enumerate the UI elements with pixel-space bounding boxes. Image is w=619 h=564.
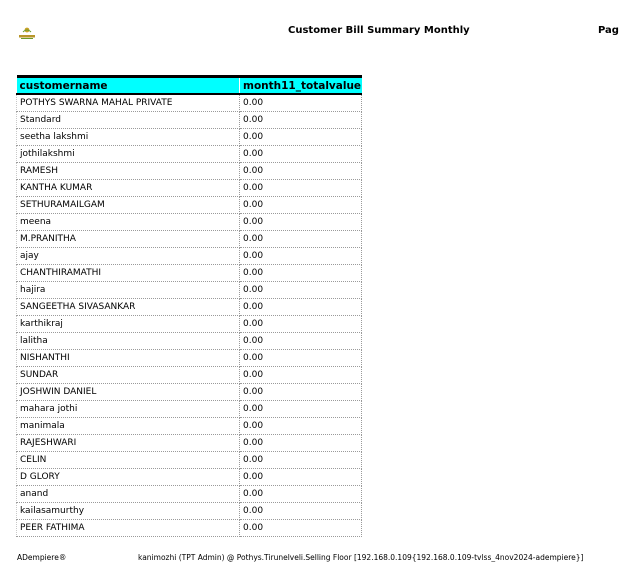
- table-row: [17, 486, 362, 503]
- total-value-cell: 0.00: [240, 214, 362, 231]
- table-row: [17, 299, 362, 316]
- customer-name-cell: ajay: [17, 248, 240, 265]
- table-row: [17, 367, 362, 384]
- table-row: [17, 452, 362, 469]
- pothys-logo-icon: [16, 25, 38, 39]
- customer-name-cell: mahara jothi: [17, 401, 240, 418]
- table-row: [17, 520, 362, 537]
- customer-name-cell: CHANTHIRAMATHI: [17, 265, 240, 282]
- table-row: [17, 503, 362, 520]
- customer-name-cell: JOSHWIN DANIEL: [17, 384, 240, 401]
- customer-name-cell: POTHYS SWARNA MAHAL PRIVATE: [17, 94, 240, 112]
- table-row: [17, 129, 362, 146]
- customer-name-cell: karthikraj: [17, 316, 240, 333]
- table-row: [17, 197, 362, 214]
- table-row: [17, 248, 362, 265]
- customer-name-cell: SETHURAMAILGAM: [17, 197, 240, 214]
- table-row: [17, 112, 362, 129]
- total-value-cell: 0.00: [240, 299, 362, 316]
- total-value-cell: 0.00: [240, 197, 362, 214]
- table-row: [17, 435, 362, 452]
- total-value-cell: 0.00: [240, 503, 362, 520]
- table-row: [17, 316, 362, 333]
- total-value-cell: 0.00: [240, 248, 362, 265]
- customer-name-cell: SUNDAR: [17, 367, 240, 384]
- customer-name-cell: seetha lakshmi: [17, 129, 240, 146]
- total-value-cell: 0.00: [240, 163, 362, 180]
- total-value-cell: 0.00: [240, 282, 362, 299]
- customer-name-cell: SANGEETHA SIVASANKAR: [17, 299, 240, 316]
- total-value-cell: 0.00: [240, 401, 362, 418]
- customer-name-cell: jothilakshmi: [17, 146, 240, 163]
- customer-name-cell: hajira: [17, 282, 240, 299]
- table-row: [17, 469, 362, 486]
- table-body: [17, 94, 362, 537]
- total-value-cell: 0.00: [240, 452, 362, 469]
- total-value-cell: 0.00: [240, 333, 362, 350]
- table-row: [17, 384, 362, 401]
- total-value-cell: 0.00: [240, 520, 362, 537]
- table-row: [17, 94, 362, 112]
- total-value-cell: 0.00: [240, 384, 362, 401]
- customer-name-cell: PEER FATHIMA: [17, 520, 240, 537]
- total-value-cell: 0.00: [240, 469, 362, 486]
- table-row: [17, 231, 362, 248]
- total-value-cell: 0.00: [240, 129, 362, 146]
- total-value-cell: 0.00: [240, 350, 362, 367]
- customer-name-cell: CELIN: [17, 452, 240, 469]
- total-value-cell: 0.00: [240, 367, 362, 384]
- total-value-cell: 0.00: [240, 180, 362, 197]
- table-row: [17, 163, 362, 180]
- customer-name-cell: Standard: [17, 112, 240, 129]
- total-value-cell: 0.00: [240, 146, 362, 163]
- table-row: [17, 282, 362, 299]
- customer-name-cell: meena: [17, 214, 240, 231]
- total-value-cell: 0.00: [240, 316, 362, 333]
- customer-name-cell: NISHANTHI: [17, 350, 240, 367]
- customer-bill-table: [16, 75, 362, 537]
- customer-name-cell: M.PRANITHA: [17, 231, 240, 248]
- footer-app-name: ADempiere®: [17, 553, 67, 562]
- report-title: Customer Bill Summary Monthly: [288, 25, 470, 36]
- total-value-cell: 0.00: [240, 435, 362, 452]
- table-row: [17, 401, 362, 418]
- table-row: [17, 214, 362, 231]
- table-row: [17, 180, 362, 197]
- table-header-row: [17, 77, 362, 95]
- table-row: [17, 350, 362, 367]
- total-value-cell: 0.00: [240, 418, 362, 435]
- total-value-cell: 0.00: [240, 231, 362, 248]
- customer-name-cell: RAMESH: [17, 163, 240, 180]
- customer-name-cell: lalitha: [17, 333, 240, 350]
- table-row: [17, 146, 362, 163]
- customer-name-cell: D GLORY: [17, 469, 240, 486]
- total-value-cell: 0.00: [240, 94, 362, 112]
- column-header-month11-totalvalue[interactable]: month11_totalvalue: [240, 77, 362, 95]
- table-row: [17, 333, 362, 350]
- column-header-customername[interactable]: customername: [17, 77, 240, 95]
- table-row: [17, 418, 362, 435]
- customer-name-cell: manimala: [17, 418, 240, 435]
- total-value-cell: 0.00: [240, 486, 362, 503]
- footer-session-info: kanimozhi (TPT Admin) @ Pothys.Tirunelveli.Selling Floor [192.168.0.109{192.168.0.109-tvlss_4nov2024-adempiere}]: [138, 553, 584, 562]
- total-value-cell: 0.00: [240, 112, 362, 129]
- customer-name-cell: kailasamurthy: [17, 503, 240, 520]
- page-number-label: Pag: [598, 25, 619, 36]
- total-value-cell: 0.00: [240, 265, 362, 282]
- table-row: [17, 265, 362, 282]
- customer-name-cell: KANTHA KUMAR: [17, 180, 240, 197]
- customer-name-cell: RAJESHWARI: [17, 435, 240, 452]
- customer-name-cell: anand: [17, 486, 240, 503]
